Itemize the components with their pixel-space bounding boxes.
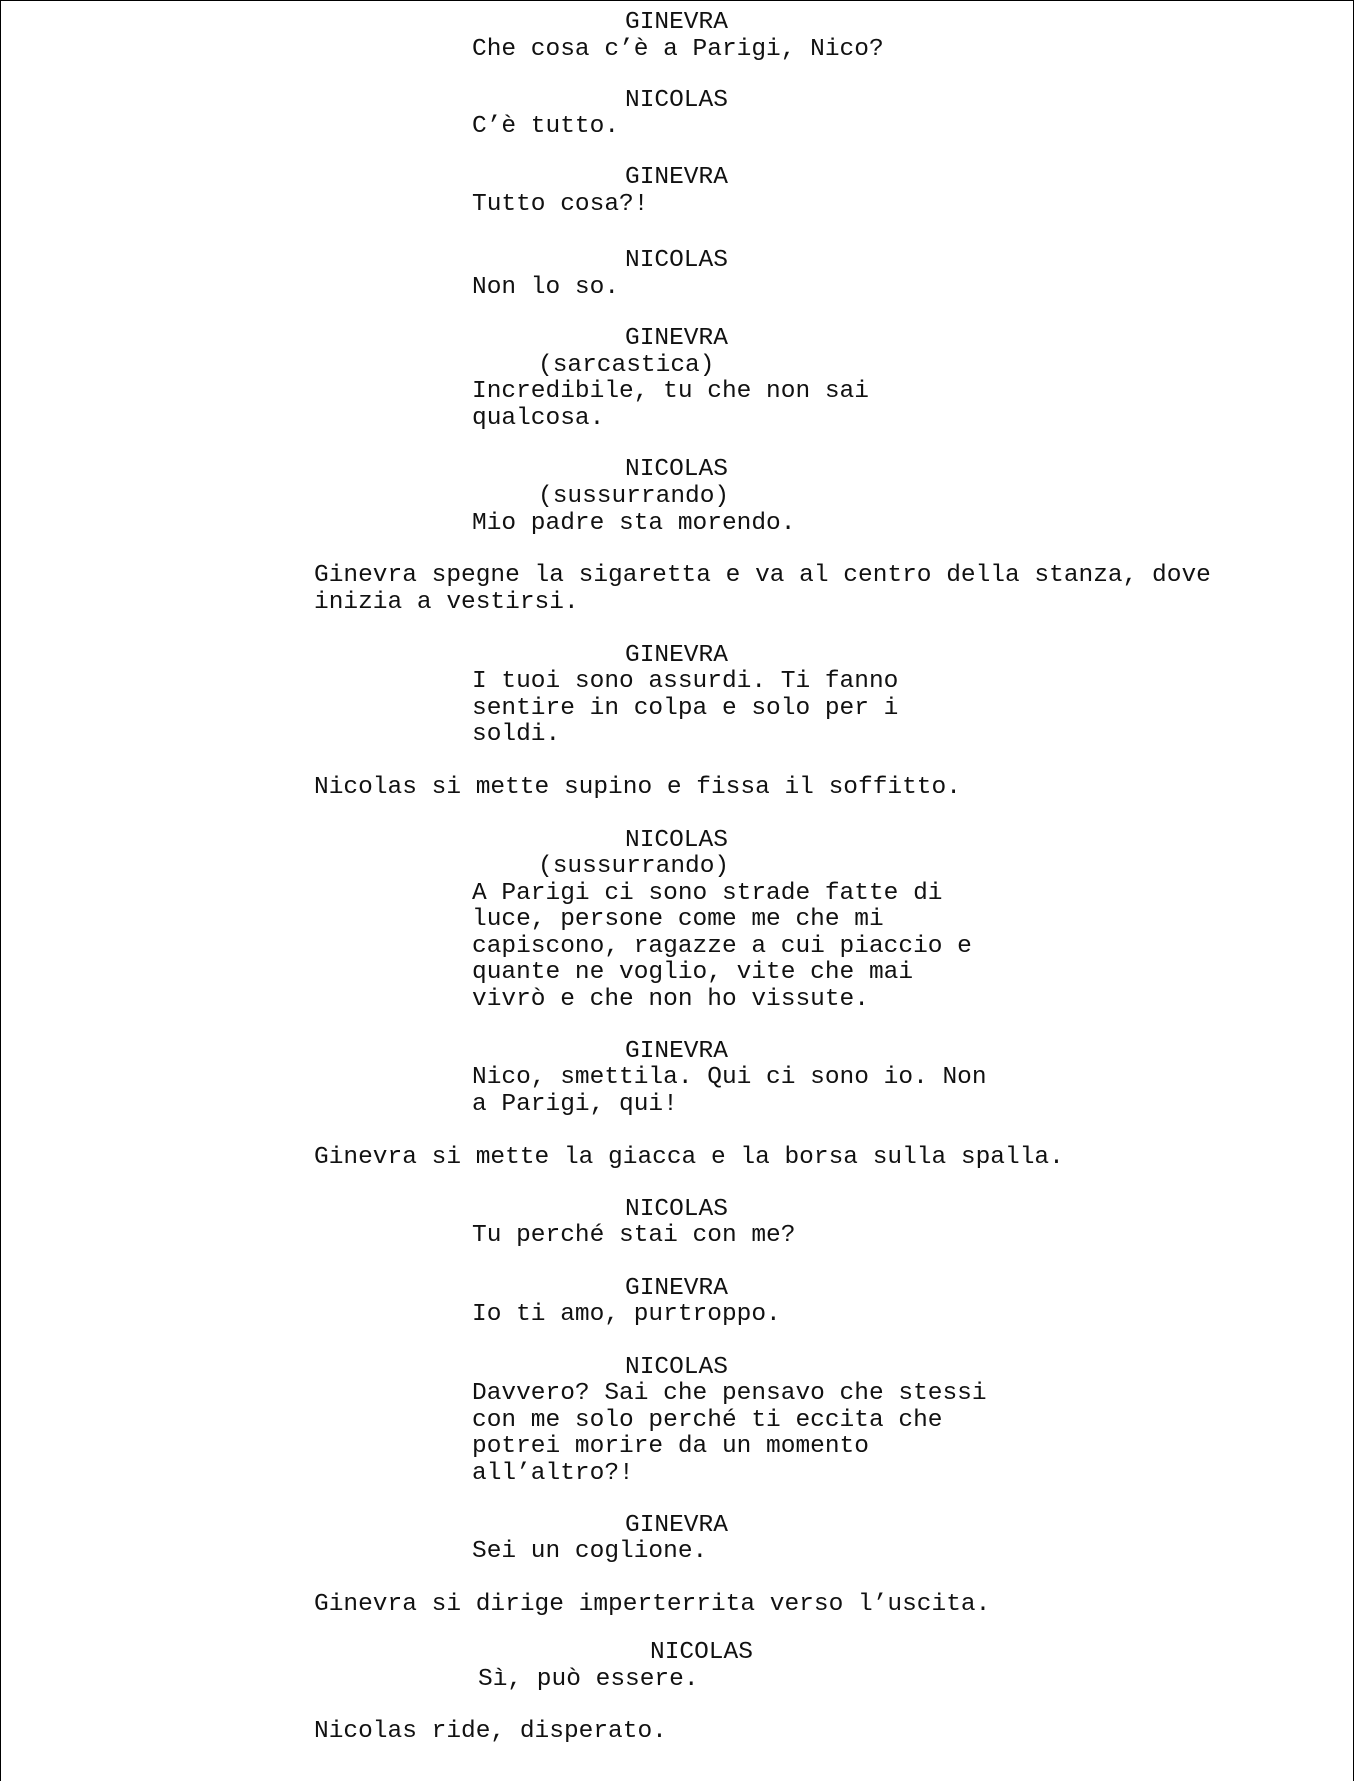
action-line: Ginevra si mette la giacca e la borsa sulla spalla. bbox=[314, 1144, 1064, 1171]
character-name: GINEVRA bbox=[625, 1275, 728, 1302]
character-name: NICOLAS bbox=[625, 87, 728, 114]
dialogue-line: Che cosa c’è a Parigi, Nico? bbox=[472, 36, 884, 63]
dialogue-line: all’altro?! bbox=[472, 1460, 634, 1487]
dialogue-line: Tu perché stai con me? bbox=[472, 1222, 796, 1249]
dialogue-line: potrei morire da un momento bbox=[472, 1433, 869, 1460]
dialogue-line: con me solo perché ti eccita che bbox=[472, 1407, 943, 1434]
dialogue-line: luce, persone come me che mi bbox=[472, 906, 884, 933]
character-name: GINEVRA bbox=[625, 325, 728, 352]
dialogue-line: Sei un coglione. bbox=[472, 1538, 708, 1565]
dialogue-line: soldi. bbox=[472, 721, 561, 748]
action-line: Ginevra si dirige imperterrita verso l’uscita. bbox=[314, 1591, 991, 1618]
character-name: NICOLAS bbox=[625, 456, 728, 483]
dialogue-line: qualcosa. bbox=[472, 405, 605, 432]
character-name: NICOLAS bbox=[650, 1639, 753, 1666]
character-name: GINEVRA bbox=[625, 642, 728, 669]
dialogue-line: I tuoi sono assurdi. Ti fanno bbox=[472, 668, 899, 695]
parenthetical: (sarcastica) bbox=[538, 352, 715, 379]
dialogue-line: vivrò e che non ho vissute. bbox=[472, 986, 869, 1013]
dialogue-line: Mio padre sta morendo. bbox=[472, 510, 796, 537]
action-line: Ginevra spegne la sigaretta e va al centro della stanza, dove bbox=[314, 562, 1211, 589]
character-name: GINEVRA bbox=[625, 9, 728, 36]
character-name: NICOLAS bbox=[625, 1354, 728, 1381]
character-name: GINEVRA bbox=[625, 1512, 728, 1539]
dialogue-line: sentire in colpa e solo per i bbox=[472, 695, 899, 722]
parenthetical: (sussurrando) bbox=[538, 853, 730, 880]
dialogue-line: quante ne voglio, vite che mai bbox=[472, 959, 914, 986]
dialogue-line: A Parigi ci sono strade fatte di bbox=[472, 880, 943, 907]
character-name: GINEVRA bbox=[625, 1038, 728, 1065]
dialogue-line: Davvero? Sai che pensavo che stessi bbox=[472, 1380, 987, 1407]
dialogue-line: Nico, smettila. Qui ci sono io. Non bbox=[472, 1064, 987, 1091]
action-line: Nicolas ride, disperato. bbox=[314, 1718, 667, 1745]
action-line: Nicolas si mette supino e fissa il soffitto. bbox=[314, 774, 961, 801]
dialogue-line: Incredibile, tu che non sai bbox=[472, 378, 869, 405]
dialogue-line: Non lo so. bbox=[472, 274, 620, 301]
parenthetical: (sussurrando) bbox=[538, 483, 730, 510]
dialogue-line: Tutto cosa?! bbox=[472, 191, 649, 218]
dialogue-line: Io ti amo, purtroppo. bbox=[472, 1301, 781, 1328]
character-name: NICOLAS bbox=[625, 1196, 728, 1223]
action-line: inizia a vestirsi. bbox=[314, 589, 579, 616]
dialogue-line: Sì, può essere. bbox=[478, 1666, 699, 1693]
character-name: NICOLAS bbox=[625, 247, 728, 274]
character-name: GINEVRA bbox=[625, 164, 728, 191]
character-name: NICOLAS bbox=[625, 827, 728, 854]
dialogue-line: capiscono, ragazze a cui piaccio e bbox=[472, 933, 972, 960]
dialogue-line: a Parigi, qui! bbox=[472, 1091, 678, 1118]
dialogue-line: C’è tutto. bbox=[472, 113, 620, 140]
